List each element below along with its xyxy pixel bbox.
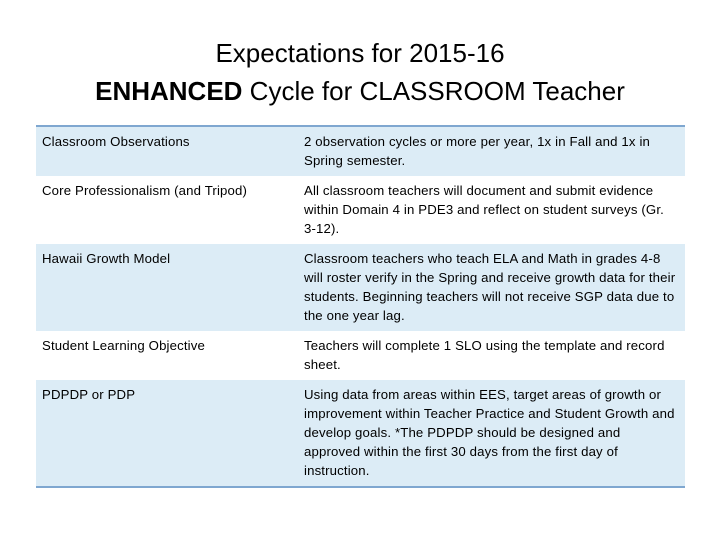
title-line-2-rest: Cycle for CLASSROOM Teacher [242, 76, 625, 106]
title-line-2 [0, 72, 720, 110]
row-label: Classroom Observations [36, 127, 298, 176]
page-title [0, 34, 720, 110]
title-line-1: Expectations for 2015-16 [215, 38, 505, 68]
row-label: Core Professionalism (and Tripod) [42, 183, 248, 198]
row-description: All classroom teachers will document and submit evidence within Domain 4 in PDE3 and reflect on student surveys (Gr. 3-12). [304, 183, 664, 236]
expectations-table [36, 125, 685, 488]
row-label: PDPDP or PDP [36, 380, 298, 486]
table-row [36, 331, 685, 380]
table-row [36, 380, 685, 486]
row-label: Student Learning Objective [42, 338, 205, 353]
row-description: Classroom teachers who teach ELA and Math in grades 4-8 will roster verify in the Spring and receive growth data for their students. Beginning teachers will not receive SGP data due to the one year lag. [298, 244, 685, 331]
row-description: 2 observation cycles or more per year, 1x in Fall and 1x in Spring semester. [298, 127, 685, 176]
row-label: Hawaii Growth Model [36, 244, 298, 331]
table-row [36, 244, 685, 331]
title-emphasis: ENHANCED [95, 76, 243, 106]
table-row [36, 127, 685, 176]
table-row [36, 176, 685, 244]
row-description: Teachers will complete 1 SLO using the template and record sheet. [304, 338, 665, 372]
row-description: Using data from areas within EES, target areas of growth or improvement within Teacher Practice and Student Growth and develop goals. *The PDPDP should be designed and approved within the first 30 days from the first day of instruction. [298, 380, 685, 486]
